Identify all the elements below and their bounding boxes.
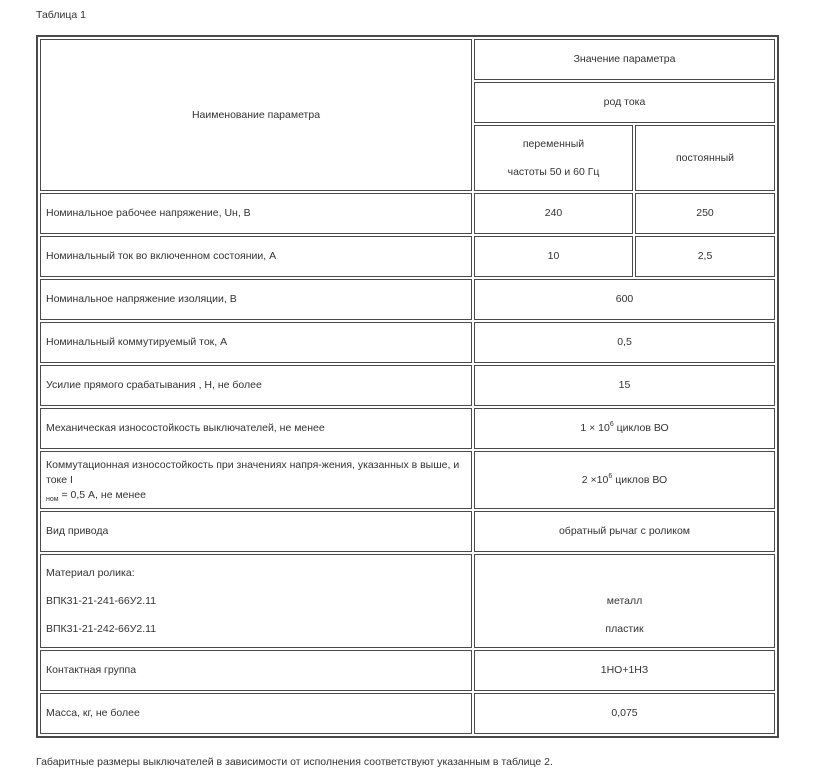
value-suffix: циклов ВО <box>612 473 668 486</box>
header-ac-line2: частоты 50 и 60 Гц <box>507 165 600 178</box>
row-value: 1НО+1НЗ <box>474 650 775 691</box>
row-value-dc: 250 <box>635 193 775 234</box>
header-row <box>40 39 775 80</box>
row-label: Усилие прямого срабатывания , Н, не более <box>40 365 472 406</box>
table-row <box>40 511 775 552</box>
roller-label: Материал ролика: <box>46 566 135 579</box>
header-dc-cell: постоянный <box>635 125 775 191</box>
header-name-cell: Наименование параметра <box>40 39 472 191</box>
table-row <box>40 193 775 234</box>
row-value: 15 <box>474 365 775 406</box>
row-value <box>474 451 775 509</box>
row-label <box>40 451 472 509</box>
value-exponent: 6 <box>609 421 614 428</box>
row-label: Масса, кг, не более <box>40 693 472 734</box>
header-current-kind-cell: род тока <box>474 82 775 123</box>
row-value-ac: 240 <box>474 193 633 234</box>
row-value: 0,075 <box>474 693 775 734</box>
row-label: Механическая износостойкость выключателей, не менее <box>40 408 472 449</box>
row-label: Номинальное рабочее напряжение, Uн, В <box>40 193 472 234</box>
row-value <box>474 408 775 449</box>
row-value-ac: 10 <box>474 236 633 277</box>
table-row <box>40 365 775 406</box>
row-label: Вид привода <box>40 511 472 552</box>
table-row <box>40 408 775 449</box>
footer-note: Габаритные размеры выключателей в зависимости от исполнения соответствуют указанным в таблице 2. <box>36 756 553 768</box>
label-subscript: ном <box>46 495 59 503</box>
row-value: 600 <box>474 279 775 320</box>
roller-model1: ВПК31-21-241-66У2.11 <box>46 594 157 607</box>
parameters-table <box>36 35 779 738</box>
value-prefix: 1 × 10 <box>580 422 610 434</box>
roller-material2: пластик <box>605 622 644 635</box>
label-part2: = 0,5 А, не менее <box>58 488 146 501</box>
row-label: Номинальное напряжение изоляции, В <box>40 279 472 320</box>
row-value-dc: 2,5 <box>635 236 775 277</box>
row-value: 0,5 <box>474 322 775 363</box>
row-label <box>40 554 472 648</box>
roller-material1: металл <box>606 594 643 607</box>
table-row <box>40 693 775 734</box>
table-row <box>40 236 775 277</box>
header-ac-cell <box>474 125 633 191</box>
value-suffix: циклов ВО <box>613 422 669 434</box>
table-row <box>40 451 775 509</box>
row-label: Номинальный коммутируемый ток, А <box>40 322 472 363</box>
table-row <box>40 279 775 320</box>
table-row <box>40 322 775 363</box>
label-part1: Коммутационная износостойкость при значениях напря-жения, указанных в выше, и токе I <box>46 458 460 486</box>
row-label: Контактная группа <box>40 650 472 691</box>
value-exponent: 6 <box>608 472 613 480</box>
roller-model2: ВПК31-21-242-66У2.11 <box>46 622 157 635</box>
header-value-cell: Значение параметра <box>474 39 775 80</box>
table-row <box>40 554 775 648</box>
row-label: Номинальный ток во включенном состоянии, А <box>40 236 472 277</box>
table-caption: Таблица 1 <box>36 9 86 21</box>
table-row <box>40 650 775 691</box>
row-value <box>474 554 775 648</box>
row-value: обратный рычаг с роликом <box>474 511 775 552</box>
header-ac-line1: переменный <box>522 137 585 150</box>
value-prefix: 2 ×10 <box>581 473 609 486</box>
